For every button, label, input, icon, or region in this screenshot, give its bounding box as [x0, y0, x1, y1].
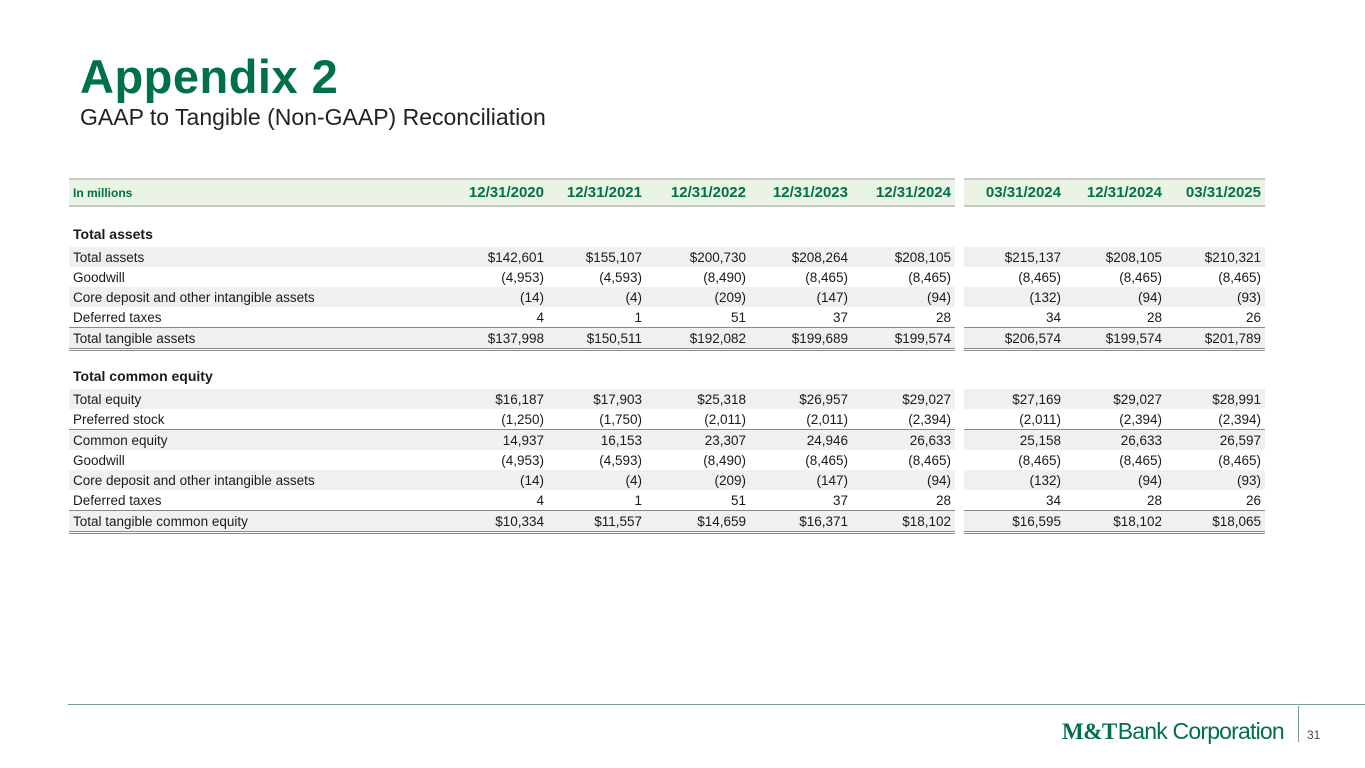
table-cell: $29,027	[1065, 389, 1166, 409]
units-label: In millions	[69, 179, 443, 206]
spacer-row	[69, 350, 1265, 364]
table-cell: $201,789	[1166, 328, 1265, 350]
table-cell: $142,601	[443, 247, 548, 267]
table-cell: $208,264	[750, 247, 852, 267]
column-separator	[955, 470, 964, 490]
table-cell: (4,953)	[501, 452, 544, 468]
table-cell: (93)	[1166, 287, 1265, 307]
table-cell: (4,593)	[599, 452, 642, 468]
page-subtitle: GAAP to Tangible (Non-GAAP) Reconciliation	[80, 104, 546, 130]
column-separator	[955, 389, 964, 409]
footer-divider	[68, 704, 1365, 705]
logo-divider	[1298, 706, 1299, 742]
table-cell: 25,158	[964, 430, 1065, 451]
table-cell: 1	[634, 492, 642, 508]
table-cell: 4	[536, 309, 544, 325]
table-cell: (8,490)	[703, 269, 746, 285]
table-cell: 26	[1245, 309, 1261, 325]
section-heading: Total common equity	[73, 368, 213, 384]
table-cell: $16,371	[750, 511, 852, 533]
table-cell: (147)	[750, 287, 852, 307]
table-cell: (8,490)	[703, 452, 746, 468]
spacer-row	[69, 206, 1265, 221]
table-cell: 34	[1045, 492, 1061, 508]
column-header: 12/31/2024	[852, 179, 955, 206]
table-cell: $16,187	[443, 389, 548, 409]
table-cell: (1,250)	[501, 411, 544, 427]
table-cell: 14,937	[443, 430, 548, 451]
row-label: Preferred stock	[73, 411, 165, 427]
row-label: Deferred taxes	[73, 309, 162, 325]
table-cell: 1	[634, 309, 642, 325]
table-cell: (8,465)	[805, 269, 848, 285]
table-cell: (1,750)	[599, 411, 642, 427]
table-cell: (8,465)	[908, 452, 951, 468]
table-cell: (2,011)	[1019, 411, 1061, 427]
table-cell: (2,011)	[704, 411, 746, 427]
table-cell: $208,105	[1065, 247, 1166, 267]
table-row	[69, 267, 1265, 287]
table-cell: 16,153	[548, 430, 646, 451]
table-cell: $192,082	[646, 328, 750, 350]
table-cell: (2,394)	[1218, 411, 1261, 427]
table-cell: $155,107	[548, 247, 646, 267]
table-row	[69, 287, 1265, 307]
table-cell: $11,557	[548, 511, 646, 533]
table-row	[69, 307, 1265, 328]
table-row	[69, 470, 1265, 490]
table-row	[69, 389, 1265, 409]
page-title: Appendix 2	[80, 50, 339, 103]
table-cell: 34	[1045, 309, 1061, 325]
table-cell: $206,574	[964, 328, 1065, 350]
table-cell: 26,597	[1166, 430, 1265, 451]
table-cell: (4,593)	[599, 269, 642, 285]
table-cell: (8,465)	[1018, 452, 1061, 468]
table-cell: $27,169	[964, 389, 1065, 409]
table-cell: 26,633	[852, 430, 955, 451]
column-header: 03/31/2024	[964, 179, 1065, 206]
table-row	[69, 247, 1265, 267]
table-cell: $16,595	[964, 511, 1065, 533]
logo-wordmark-rest: Bank Corporation	[1117, 718, 1284, 744]
table-cell: 4	[536, 492, 544, 508]
table-cell: (4)	[548, 287, 646, 307]
table-cell: (8,465)	[1218, 269, 1261, 285]
table-cell: (94)	[852, 470, 955, 490]
table-row-total	[69, 328, 1265, 350]
column-header: 03/31/2025	[1166, 179, 1265, 206]
section-heading: Total assets	[73, 226, 153, 242]
table-row-total	[69, 511, 1265, 533]
table-cell: $199,574	[1065, 328, 1166, 350]
table-row	[69, 450, 1265, 470]
table-cell: $18,102	[1065, 511, 1166, 533]
table-cell: (4)	[548, 470, 646, 490]
column-separator	[955, 307, 964, 328]
column-header: 12/31/2023	[750, 179, 852, 206]
table-cell: (94)	[1065, 470, 1166, 490]
column-separator	[955, 247, 964, 267]
table-cell: 37	[832, 309, 848, 325]
table-cell: 28	[935, 492, 951, 508]
table-cell: (2,394)	[908, 411, 951, 427]
table-row	[69, 409, 1265, 430]
table-cell: 24,946	[750, 430, 852, 451]
table-cell: $18,102	[852, 511, 955, 533]
table-cell: 28	[1146, 309, 1162, 325]
column-header: 12/31/2020	[443, 179, 548, 206]
row-label: Core deposit and other intangible assets	[69, 287, 443, 307]
column-separator	[955, 490, 964, 511]
column-separator	[955, 450, 964, 470]
table-cell: (132)	[964, 470, 1065, 490]
table-cell: $18,065	[1166, 511, 1265, 533]
table-cell: $199,689	[750, 328, 852, 350]
table-row	[69, 430, 1265, 451]
table-cell: $200,730	[646, 247, 750, 267]
column-separator	[955, 328, 964, 350]
row-label: Total equity	[69, 389, 443, 409]
row-label: Total assets	[69, 247, 443, 267]
table-cell: (94)	[1065, 287, 1166, 307]
page-number: 31	[1307, 728, 1321, 742]
row-label: Total tangible common equity	[69, 511, 443, 533]
column-separator	[955, 287, 964, 307]
row-label: Total tangible assets	[69, 328, 443, 350]
table-cell: (147)	[750, 470, 852, 490]
table-cell: (14)	[443, 470, 548, 490]
table-cell: 37	[832, 492, 848, 508]
table-row	[69, 490, 1265, 511]
table-cell: 51	[730, 309, 746, 325]
table-cell: 51	[730, 492, 746, 508]
table-cell: $199,574	[852, 328, 955, 350]
table-cell: $137,998	[443, 328, 548, 350]
table-body	[69, 206, 1265, 533]
table-cell: (209)	[646, 287, 750, 307]
table-cell: (209)	[646, 470, 750, 490]
table-cell: $208,105	[852, 247, 955, 267]
table-cell: $10,334	[443, 511, 548, 533]
section-heading-total-common-equity	[69, 363, 1265, 389]
table-cell: (8,465)	[1218, 452, 1261, 468]
table-cell: $28,991	[1166, 389, 1265, 409]
column-separator	[955, 430, 964, 451]
column-separator	[955, 409, 964, 430]
table-cell: $150,511	[548, 328, 646, 350]
table-cell: (132)	[964, 287, 1065, 307]
table-cell: (94)	[852, 287, 955, 307]
table-cell: 28	[1146, 492, 1162, 508]
table-cell: $14,659	[646, 511, 750, 533]
row-label: Goodwill	[73, 452, 125, 468]
column-header: 12/31/2024	[1065, 179, 1166, 206]
table-cell: 28	[935, 309, 951, 325]
table-cell: (93)	[1166, 470, 1265, 490]
reconciliation-table	[69, 178, 1265, 534]
table-cell: $210,321	[1166, 247, 1265, 267]
table-cell: (14)	[443, 287, 548, 307]
table-cell: $215,137	[964, 247, 1065, 267]
table-cell: (8,465)	[805, 452, 848, 468]
column-header: 12/31/2021	[548, 179, 646, 206]
table-cell: (2,394)	[1119, 411, 1162, 427]
table-cell: (8,465)	[1119, 269, 1162, 285]
column-header: 12/31/2022	[646, 179, 750, 206]
table-cell: (4,953)	[501, 269, 544, 285]
column-separator	[955, 267, 964, 287]
table-cell: (8,465)	[1119, 452, 1162, 468]
section-heading-total-assets	[69, 221, 1265, 247]
table-cell: $25,318	[646, 389, 750, 409]
table-cell: (8,465)	[908, 269, 951, 285]
table-cell: 26,633	[1065, 430, 1166, 451]
table-cell: $17,903	[548, 389, 646, 409]
logo-wordmark-mt: M&T	[1062, 719, 1117, 744]
row-label: Goodwill	[73, 269, 125, 285]
table-cell: (8,465)	[1018, 269, 1061, 285]
table-cell: 23,307	[646, 430, 750, 451]
table-header-row	[69, 179, 1265, 206]
table-cell: 26	[1245, 492, 1261, 508]
row-label: Deferred taxes	[73, 492, 162, 508]
company-logo	[1062, 718, 1284, 746]
row-label: Common equity	[69, 430, 443, 451]
table-cell: $29,027	[852, 389, 955, 409]
table-cell: $26,957	[750, 389, 852, 409]
column-separator	[955, 511, 964, 533]
table-cell: (2,011)	[806, 411, 848, 427]
column-separator	[955, 179, 964, 206]
row-label: Core deposit and other intangible assets	[69, 470, 443, 490]
